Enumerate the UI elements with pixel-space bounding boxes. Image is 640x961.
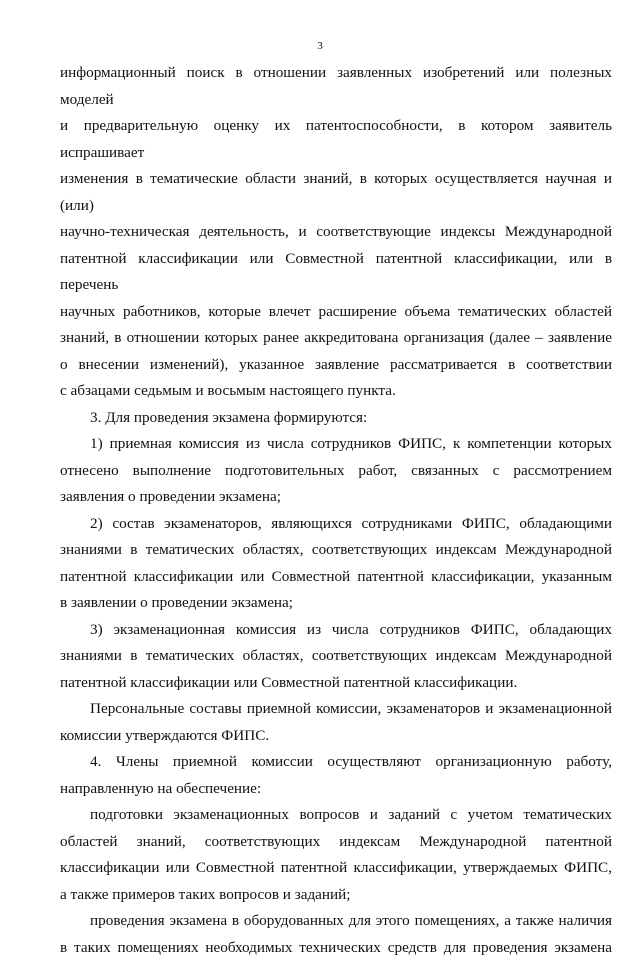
- paragraph: [60, 617, 612, 697]
- paragraph: [60, 802, 612, 908]
- text-line: и предварительную оценку их патентоспособности, в котором заявитель испрашивает: [60, 113, 612, 166]
- paragraph: [60, 60, 612, 405]
- text-line: направленную на обеспечение:: [60, 776, 612, 803]
- text-line: патентной классификации или Совместной патентной классификации, указанным: [60, 564, 612, 591]
- text-line: в таких помещениях необходимых технических средств для проведения экзамена: [60, 935, 612, 961]
- text-line: информационный поиск в отношении заявленных изобретений или полезных моделей: [60, 60, 612, 113]
- paragraph: [60, 405, 612, 432]
- text-line: 1) приемная комиссия из числа сотрудников ФИПС, к компетенции которых: [60, 431, 612, 458]
- text-line: в заявлении о проведении экзамена;: [60, 590, 612, 617]
- text-line: научных работников, которые влечет расширение объема тематических областей: [60, 299, 612, 326]
- text-line: Персональные составы приемной комиссии, экзаменаторов и экзаменационной: [60, 696, 612, 723]
- paragraph: [60, 696, 612, 749]
- paragraph: [60, 511, 612, 617]
- paragraph: [60, 749, 612, 802]
- text-line: патентной классификации или Совместной патентной классификации, или в перечень: [60, 246, 612, 299]
- text-line: 3) экзаменационная комиссия из числа сотрудников ФИПС, обладающих: [60, 617, 612, 644]
- paragraph: [60, 431, 612, 511]
- text-line: проведения экзамена в оборудованных для этого помещениях, а также наличия: [60, 908, 612, 935]
- text-line: комиссии утверждаются ФИПС.: [60, 723, 612, 750]
- text-line: а также примеров таких вопросов и заданий;: [60, 882, 612, 909]
- text-line: 3. Для проведения экзамена формируются:: [60, 405, 612, 432]
- text-line: патентной классификации или Совместной патентной классификации.: [60, 670, 612, 697]
- text-line: классификации или Совместной патентной классификации, утверждаемых ФИПС,: [60, 855, 612, 882]
- text-line: заявления о проведении экзамена;: [60, 484, 612, 511]
- paragraph: [60, 908, 612, 961]
- text-line: научно-техническая деятельность, и соответствующие индексы Международной: [60, 219, 612, 246]
- text-line: изменения в тематические области знаний, в которых осуществляется научная и (или): [60, 166, 612, 219]
- text-line: знаниями в тематических областях, соответствующих индексам Международной: [60, 643, 612, 670]
- text-line: 2) состав экзаменаторов, являющихся сотрудниками ФИПС, обладающими: [60, 511, 612, 538]
- text-line: знаний, в отношении которых ранее аккредитована организация (далее – заявление: [60, 325, 612, 352]
- text-line: с абзацами седьмым и восьмым настоящего пункта.: [60, 378, 612, 405]
- text-line: отнесено выполнение подготовительных работ, связанных с рассмотрением: [60, 458, 612, 485]
- document-body: [60, 60, 612, 961]
- page-number: 3: [0, 40, 640, 52]
- text-line: знаниями в тематических областях, соответствующих индексам Международной: [60, 537, 612, 564]
- text-line: областей знаний, соответствующих индексам Международной патентной: [60, 829, 612, 856]
- text-line: о внесении изменений), указанное заявление рассматривается в соответствии: [60, 352, 612, 379]
- text-line: 4. Члены приемной комиссии осуществляют организационную работу,: [60, 749, 612, 776]
- text-line: подготовки экзаменационных вопросов и заданий с учетом тематических: [60, 802, 612, 829]
